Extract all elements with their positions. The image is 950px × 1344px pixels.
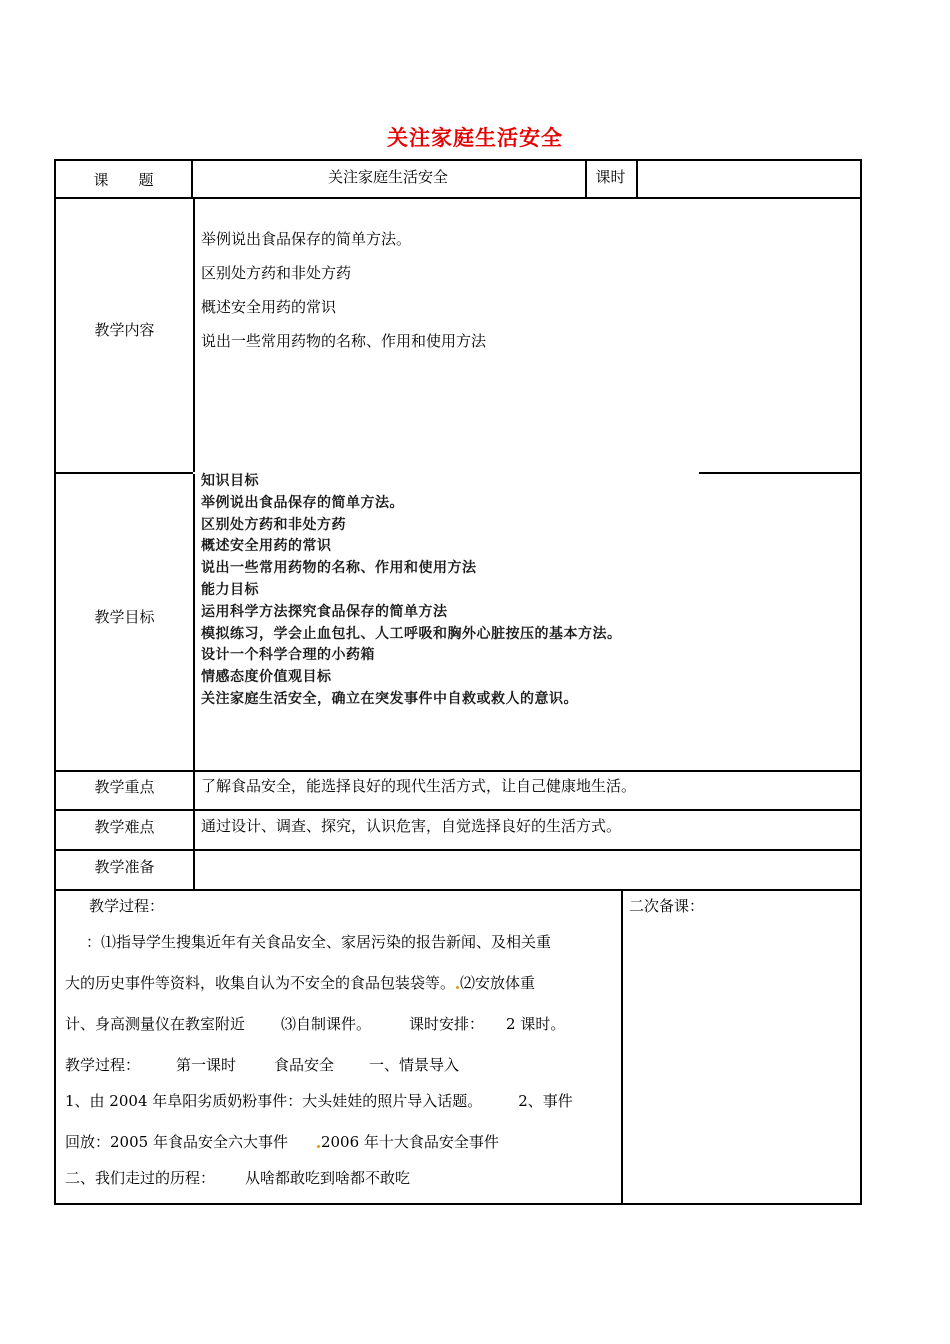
hours-label-cell xyxy=(585,159,638,199)
topic-label-cell xyxy=(54,159,193,199)
process-heading: 教学过程： xyxy=(89,897,165,915)
objective-line: 关注家庭生活安全，确立在突发事件中自救或救人的意识。 xyxy=(201,690,578,707)
process-item-line: 1、由 2004 年阜阳劣质奶粉事件：大头娃娃的照片导入话题。 2、事件 xyxy=(65,1092,573,1110)
process-prep-line: ：⑴指导学生搜集近年有关食品安全、家居污染的报告新闻、及相关重 xyxy=(86,933,552,951)
objective-line: 能力目标 xyxy=(201,581,259,598)
preparation-label-cell xyxy=(54,849,195,891)
hours-label: 课时 xyxy=(595,168,626,186)
process-lesson-line: 教学过程： 第一课时 食品安全 一、情景导入 xyxy=(65,1056,460,1074)
objective-line: 说出一些常用药物的名称、作用和使用方法 xyxy=(201,560,477,577)
secondary-label: 二次备课： xyxy=(629,897,705,915)
objective-line: 举例说出食品保存的简单方法。 xyxy=(201,494,404,511)
key-points-value: 了解食品安全，能选择良好的现代生活方式，让自己健康地生活。 xyxy=(201,777,637,795)
content-line: 概述安全用药的常识 xyxy=(201,298,337,316)
key-points-cell xyxy=(193,770,862,811)
content-label: 教学内容 xyxy=(94,321,155,339)
objectives-label-cell xyxy=(54,472,195,772)
process-prep-line: 大的历史事件等资料，收集自认为不安全的食品包装袋等。 ⑵安放体重 xyxy=(65,974,536,992)
content-line: 举例说出食品保存的简单方法。 xyxy=(201,230,412,248)
hours-value-cell xyxy=(636,159,862,199)
content-line: 说出一些常用药物的名称、作用和使用方法 xyxy=(201,332,487,350)
topic-value: 关注家庭生活安全 xyxy=(327,168,448,186)
difficulties-label: 教学难点 xyxy=(94,817,155,836)
process-item-line: 回放：2005 年食品安全六大事件 2006 年十大食品安全事件 xyxy=(65,1133,499,1151)
content-cell xyxy=(193,197,862,474)
difficulties-cell xyxy=(193,809,862,851)
page-title: 关注家庭生活安全 xyxy=(387,126,563,150)
objective-line: 设计一个科学合理的小药箱 xyxy=(201,647,375,664)
objective-line: 知识目标 xyxy=(201,473,259,489)
process-cell xyxy=(54,889,623,1205)
objective-line: 模拟练习，学会止血包扎、人工呼吸和胸外心脏按压的基本方法。 xyxy=(201,625,622,642)
key-points-label: 教学重点 xyxy=(94,778,155,796)
content-line: 区别处方药和非处方药 xyxy=(201,264,352,282)
topic-value-cell xyxy=(191,159,587,199)
objective-line: 区别处方药和非处方药 xyxy=(201,516,346,533)
objective-line: 情感态度价值观目标 xyxy=(201,669,332,686)
preparation-cell xyxy=(193,849,862,891)
dot-mark xyxy=(456,986,459,989)
process-prep-line: 计、身高测量仪在教室附近 ⑶自制课件。 课时安排： 2 课时。 xyxy=(65,1015,566,1033)
process-item-line: 二、我们走过的历程： 从啥都敢吃到啥都不敢吃 xyxy=(65,1169,411,1187)
preparation-label: 教学准备 xyxy=(94,857,155,876)
content-label-cell xyxy=(54,197,195,474)
dot-mark xyxy=(317,1145,320,1148)
objectives-cell xyxy=(193,472,862,772)
objective-line: 概述安全用药的常识 xyxy=(201,538,332,555)
key-points-label-cell xyxy=(54,770,195,811)
objectives-label: 教学目标 xyxy=(94,607,155,626)
difficulties-value: 通过设计、调查、探究，认识危害，自觉选择良好的生活方式。 xyxy=(201,817,622,835)
topic-label: 课 题 xyxy=(93,170,154,189)
difficulties-label-cell xyxy=(54,809,195,851)
secondary-cell xyxy=(621,889,862,1205)
objective-line: 运用科学方法探究食品保存的简单方法 xyxy=(201,603,448,620)
